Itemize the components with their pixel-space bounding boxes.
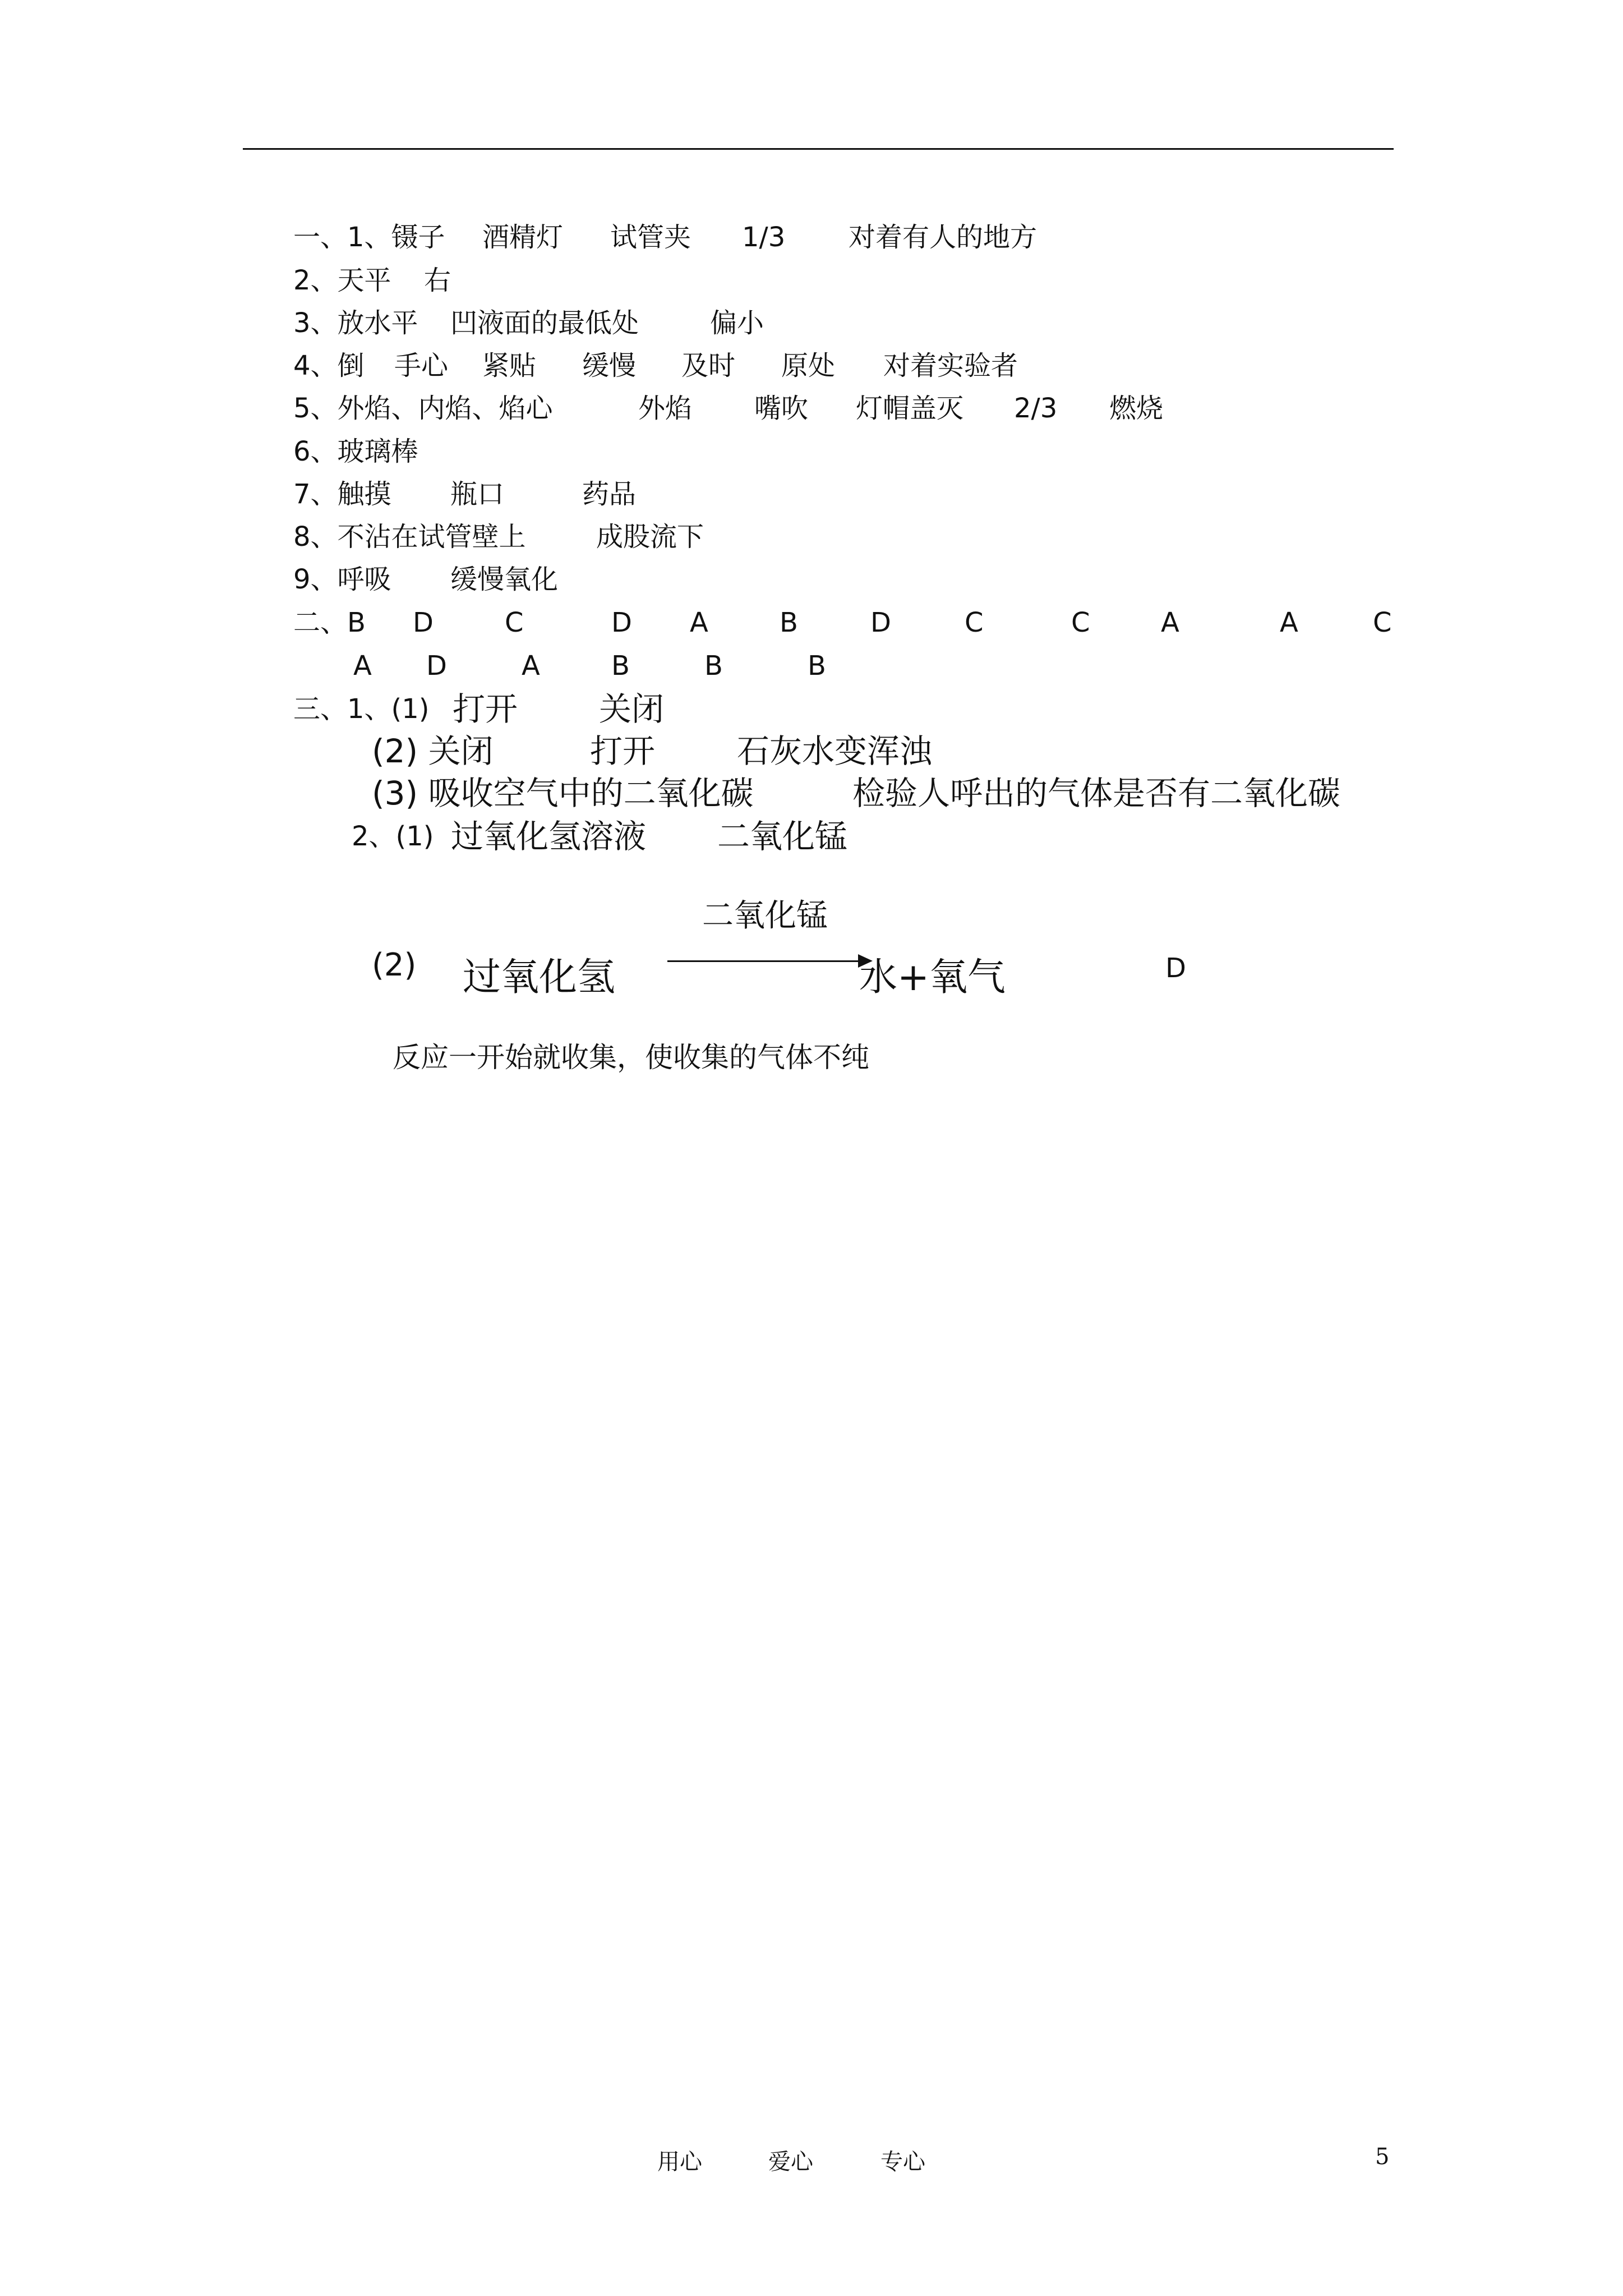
answer-text: 缓慢氧化 xyxy=(450,564,559,595)
footer-motto-2: 爱心 xyxy=(768,2149,813,2175)
answer-text: 成股流下 xyxy=(596,521,704,553)
choice-answer: C xyxy=(1373,607,1392,638)
choice-answer: B xyxy=(704,650,723,682)
reactant: 过氧化氢 xyxy=(463,955,616,1000)
choice-answer: B xyxy=(611,650,630,682)
answer-text: 4、倒 xyxy=(293,350,365,381)
products: 水+氧气 xyxy=(859,955,1006,1000)
choice-answer: C xyxy=(965,607,984,638)
choice-answer: 二、B xyxy=(293,607,366,638)
note-text: 反应一开始就收集，使收集的气体不纯 xyxy=(393,1041,869,1074)
header-rule xyxy=(243,148,1394,150)
answer-text: 紧贴 xyxy=(482,350,537,381)
page-number: 5 xyxy=(1375,2144,1390,2170)
answer-text: 灯帽盖灭 xyxy=(856,393,964,424)
answer-text: 7、触摸 xyxy=(293,478,391,510)
answer-text: 1/3 xyxy=(742,222,786,253)
choice-answer: D xyxy=(611,607,632,638)
answer-text: 瓶口 xyxy=(450,478,505,510)
answer-text: 外焰 xyxy=(638,393,693,424)
footer-motto-3: 专心 xyxy=(880,2149,925,2175)
answer-text: 对着实验者 xyxy=(883,350,1018,381)
answer-text: 缓慢 xyxy=(582,350,637,381)
answer-text: 嘴吹 xyxy=(754,393,809,424)
choice-answer: A xyxy=(1280,607,1298,638)
answer-text: 凹液面的最低处 xyxy=(450,307,639,339)
answer-text: 石灰水变浑浊 xyxy=(737,732,933,770)
answer-text: 3、放水平 xyxy=(293,307,418,339)
choice-answer: C xyxy=(505,607,524,638)
answer-text: (3) 吸收空气中的二氧化碳 xyxy=(372,774,754,812)
choice-answer: A xyxy=(522,650,540,682)
choice-answer: D xyxy=(1165,953,1186,984)
answer-text: 过氧化氢溶液 xyxy=(451,817,647,855)
choice-answer: D xyxy=(426,650,447,682)
answer-text: 偏小 xyxy=(710,307,764,339)
answer-text: 9、呼吸 xyxy=(293,564,391,595)
answer-text: 右 xyxy=(424,265,451,296)
answer-text: 2/3 xyxy=(1014,393,1058,424)
choice-answer: A xyxy=(1161,607,1179,638)
choice-answer: D xyxy=(870,607,891,638)
answer-text: 关闭 xyxy=(599,690,665,728)
footer-motto-1: 用心 xyxy=(657,2149,702,2175)
answer-text: 原处 xyxy=(781,350,836,381)
answer-text: 一、1、镊子 xyxy=(293,222,445,253)
choice-answer: A xyxy=(353,650,372,682)
answer-text: 检验人呼出的气体是否有二氧化碳 xyxy=(852,774,1341,812)
equation-number: (2) xyxy=(372,947,417,983)
choice-answer: C xyxy=(1071,607,1090,638)
answer-text: 打开 xyxy=(453,690,518,728)
answer-text: 手心 xyxy=(394,350,449,381)
choice-answer: B xyxy=(808,650,826,682)
choice-answer: B xyxy=(780,607,798,638)
answer-text: 药品 xyxy=(582,478,637,510)
answer-text: (2) 关闭 xyxy=(372,732,494,770)
answer-text: 酒精灯 xyxy=(482,222,564,253)
answer-text: 2、(1) xyxy=(352,821,434,852)
answer-text: 打开 xyxy=(590,732,656,770)
catalyst-label: 二氧化锰 xyxy=(702,898,828,934)
answer-text: 5、外焰、内焰、焰心 xyxy=(293,393,553,424)
answer-text: 及时 xyxy=(681,350,736,381)
choice-answer: A xyxy=(690,607,708,638)
answer-text: 试管夹 xyxy=(610,222,691,253)
answer-text: 2、天平 xyxy=(293,265,391,296)
answer-text: 对着有人的地方 xyxy=(849,222,1038,253)
answer-text: 6、玻璃棒 xyxy=(293,436,418,467)
choice-answer: D xyxy=(413,607,434,638)
answer-text: 三、1、(1) xyxy=(293,693,430,725)
answer-text: 二氧化锰 xyxy=(717,817,848,855)
reaction-arrow xyxy=(667,960,861,962)
answer-text: 8、不沾在试管壁上 xyxy=(293,521,526,553)
answer-text: 燃烧 xyxy=(1109,393,1164,424)
